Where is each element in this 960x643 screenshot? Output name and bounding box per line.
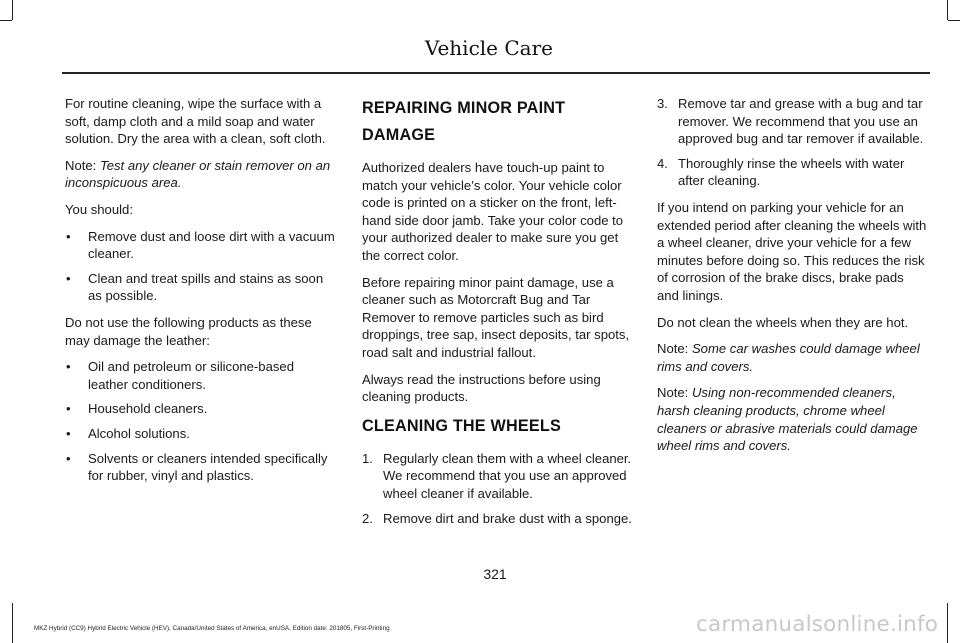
- wheel-steps-continued: [657, 95, 929, 190]
- you-should-label: You should:: [65, 201, 133, 217]
- column-1: [65, 95, 337, 494]
- crop-mark: [12, 603, 13, 643]
- step-number: 1.: [362, 450, 373, 466]
- heading-line: DAMAGE: [362, 126, 436, 144]
- step-number: 2.: [362, 510, 373, 526]
- step-text: Remove tar and grease with a bug and tar remover. We recommend that you use an approved bug and tar remover if available.: [678, 96, 924, 147]
- crop-mark: [947, 0, 948, 20]
- list-item: • Remove dust and loose dirt with a vacuum cleaner.: [65, 228, 337, 263]
- page-header: Vehicle Care: [424, 36, 553, 60]
- crop-mark: [12, 0, 13, 20]
- parking-paragraph: If you intend on parking your vehicle for an extended period after cleaning the wheels with a wheel cleaner, drive your vehicle for a few minutes before doing so. This reduces the risk of corrosion of the brake discs, brake pads and linings.: [657, 199, 927, 303]
- intro-paragraph: For routine cleaning, wipe the surface with a soft, damp cloth and a mild soap and water solution. Dry the area with a clean, soft cloth.: [65, 96, 326, 147]
- step-number: 3.: [657, 96, 668, 111]
- list-item: [657, 155, 929, 190]
- hot-wheels-paragraph: Do not clean the wheels when they are hot.: [657, 314, 909, 330]
- paint-paragraph: Before repairing minor paint damage, use a cleaner such as Motorcraft Bug and Tar Remover to remove particles such as bird droppings, tree sap, insect deposits, tar spots, road salt and industrial fallout.: [362, 274, 630, 360]
- crop-mark: [948, 20, 960, 21]
- list-item: • Oil and petroleum or silicone-based leather conditioners.: [65, 358, 337, 393]
- list-item: [362, 510, 634, 528]
- should-list: [65, 228, 337, 305]
- note: [657, 340, 929, 375]
- footer-edition-info: MKZ Hybrid (CC9) Hybrid Electric Vehicle (HEV), Canada/United States of America, enUSA, Edition date: 201805, First-Printing: [34, 625, 390, 632]
- note-label: Note:: [65, 157, 97, 173]
- do-not-use-paragraph: Do not use the following products as these may damage the leather:: [65, 314, 312, 348]
- step-text: Thoroughly rinse the wheels with water after cleaning.: [678, 155, 905, 189]
- paint-paragraph: Always read the instructions before using cleaning products.: [362, 371, 601, 405]
- watermark: carmanualsonline.info: [696, 612, 939, 637]
- note: [657, 384, 929, 454]
- crop-mark: [947, 603, 948, 643]
- list-item: [657, 95, 929, 148]
- heading-line: REPAIRING MINOR PAINT: [362, 99, 566, 117]
- note-text: Using non-recommended cleaners, harsh cleaning products, chrome wheel cleaners or abrasive materials could damage wheel rims and covers.: [657, 385, 918, 454]
- note-text: Test any cleaner or stain remover on an inconspicuous area.: [65, 157, 331, 191]
- section-heading-paint: [362, 97, 634, 147]
- header-rule: [62, 72, 930, 74]
- list-item: • Household cleaners.: [65, 400, 337, 418]
- column-3: [657, 95, 929, 464]
- step-number: 4.: [657, 155, 668, 171]
- section-heading-wheels: CLEANING THE WHEELS: [362, 416, 561, 435]
- step-text: Remove dirt and brake dust with a sponge.: [383, 510, 632, 526]
- list-item: • Alcohol solutions.: [65, 425, 337, 443]
- avoid-list: [65, 358, 337, 485]
- note-label: Note:: [657, 385, 689, 401]
- page-number: 321: [483, 566, 507, 582]
- note-label: Note:: [657, 341, 689, 357]
- crop-mark: [0, 20, 12, 21]
- column-2: [362, 95, 634, 536]
- note-text: Some car washes could damage wheel rims and covers.: [657, 341, 920, 374]
- note: [65, 157, 337, 192]
- list-item: • Solvents or cleaners intended specifically for rubber, vinyl and plastics.: [65, 450, 337, 485]
- wheel-steps: [362, 450, 634, 527]
- step-text: Regularly clean them with a wheel cleaner. We recommend that you use an approved wheel cleaner if available.: [383, 450, 632, 501]
- list-item: [362, 450, 634, 503]
- list-item: • Clean and treat spills and stains as soon as possible.: [65, 270, 337, 305]
- paint-paragraph: Authorized dealers have touch-up paint to match your vehicle’s color. Your vehicle color code is printed on a sticker on the front, left-hand side door jamb. Take your color code to your authorized dealer to make sure you get the correct color.: [362, 160, 624, 263]
